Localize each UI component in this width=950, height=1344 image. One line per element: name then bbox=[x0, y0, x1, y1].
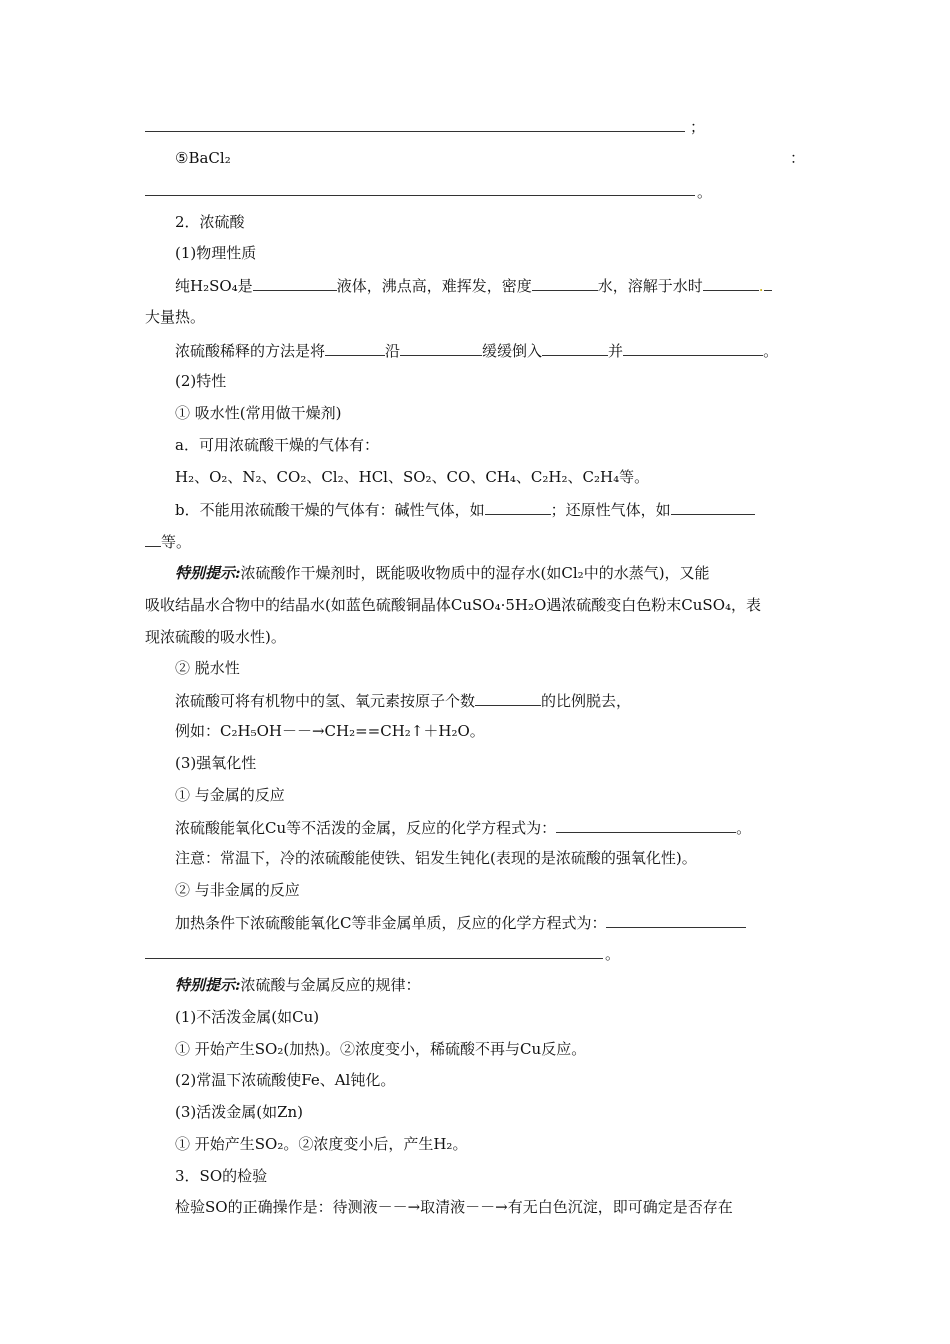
text: 浓硫酸与金属反应的规律： bbox=[240, 976, 421, 994]
item-label: ⑤BaCl₂ bbox=[175, 149, 231, 167]
fill-blank bbox=[400, 340, 482, 356]
fill-blank bbox=[475, 690, 541, 706]
text: 沿 bbox=[385, 342, 401, 360]
fill-blank bbox=[556, 817, 736, 833]
fill-blank bbox=[532, 275, 598, 291]
paragraph-line: 大量热。 bbox=[145, 308, 206, 326]
punctuation: ； bbox=[690, 118, 706, 136]
paragraph-line: ① 开始产生SO₂。②浓度变小后，产生H₂。 bbox=[175, 1135, 468, 1153]
punctuation: ： bbox=[790, 149, 806, 167]
punctuation: 。 bbox=[605, 945, 621, 963]
paragraph-line: H₂、O₂、N₂、CO₂、Cl₂、HCl、SO₂、CO、CH₄、C₂H₂、C₂H₄等。 bbox=[175, 468, 650, 486]
paragraph-line: 现浓硫酸的吸水性)。 bbox=[145, 628, 286, 646]
text: 浓硫酸能氧化Cu等不活泼的金属，反应的化学方程式为： bbox=[175, 819, 557, 837]
paragraph-line: (3)活泼金属(如Zn) bbox=[175, 1103, 304, 1121]
paragraph-line bbox=[175, 340, 778, 361]
fill-blank bbox=[325, 340, 385, 356]
text: 并 bbox=[608, 342, 624, 360]
paragraph-line bbox=[175, 817, 751, 838]
tip-line bbox=[175, 563, 710, 583]
tip-label: 特别提示: bbox=[175, 976, 241, 994]
fill-blank bbox=[542, 340, 608, 356]
paragraph-line: 注意：常温下，冷的浓硫酸能使铁、铝发生钝化(表现的是浓硫酸的强氧化性)。 bbox=[175, 849, 697, 867]
section-heading: 3．SO的检验 bbox=[175, 1167, 268, 1185]
paragraph-line: 吸收结晶水合物中的结晶水(如蓝色硫酸铜晶体CuSO₄·5H₂O遇浓硫酸变白色粉末CuSO₄，表 bbox=[145, 596, 762, 614]
fill-blank bbox=[623, 340, 763, 356]
text: 浓硫酸作干燥剂时，既能吸收物质中的湿存水(如Cl₂中的水蒸气)，又能 bbox=[240, 564, 710, 582]
text: 缓缓倒入 bbox=[482, 342, 543, 360]
section-heading: 2．浓硫酸 bbox=[175, 213, 245, 231]
answer-blank-line bbox=[145, 195, 695, 196]
tip-line bbox=[175, 975, 421, 995]
paragraph-line: 例如：C₂H₅OH－－→CH₂==CH₂↑＋H₂O。 bbox=[175, 722, 485, 740]
point-heading: ① 吸水性(常用做干燥剂) bbox=[175, 404, 342, 422]
text: . bbox=[758, 277, 764, 295]
paragraph-line bbox=[175, 912, 746, 933]
answer-blank-line bbox=[145, 131, 685, 132]
point-heading: ② 脱水性 bbox=[175, 659, 240, 677]
point-heading: ① 与金属的反应 bbox=[175, 786, 285, 804]
subsection-heading: (1)物理性质 bbox=[175, 244, 257, 262]
fill-blank bbox=[145, 531, 161, 547]
fill-blank bbox=[703, 275, 759, 291]
paragraph-line bbox=[145, 531, 191, 552]
paragraph-line bbox=[175, 690, 631, 711]
text: 。 bbox=[763, 342, 779, 360]
text: 加热条件下浓硫酸能氧化C等非金属单质，反应的化学方程式为： bbox=[175, 914, 607, 932]
text: 水，溶解于水时 bbox=[597, 277, 703, 295]
text: 浓硫酸稀释的方法是将 bbox=[175, 342, 326, 360]
paragraph-line: 检验SO的正确操作是：待测液－－→取清液－－→有无白色沉淀，即可确定是否存在 bbox=[175, 1198, 733, 1216]
paragraph-line bbox=[175, 499, 755, 520]
text: b．不能用浓硫酸干燥的气体有：碱性气体，如 bbox=[175, 501, 485, 519]
subsection-heading: (3)强氧化性 bbox=[175, 754, 257, 772]
paragraph-line bbox=[175, 275, 772, 296]
paragraph-line: (2)常温下浓硫酸使Fe、Al钝化。 bbox=[175, 1071, 396, 1089]
paragraph-line: ① 开始产生SO₂(加热)。②浓度变小，稀硫酸不再与Cu反应。 bbox=[175, 1040, 587, 1058]
paragraph-line: (1)不活泼金属(如Cu) bbox=[175, 1008, 320, 1026]
tip-label: 特别提示: bbox=[175, 564, 241, 582]
text: 的比例脱去， bbox=[541, 692, 632, 710]
text: 液体，沸点高，难挥发，密度 bbox=[336, 277, 532, 295]
text: 等。 bbox=[161, 533, 192, 551]
fill-blank bbox=[764, 275, 772, 291]
fill-blank bbox=[606, 912, 746, 928]
text: 浓硫酸可将有机物中的氢、氧元素按原子个数 bbox=[175, 692, 476, 710]
text: 纯H₂SO₄是 bbox=[175, 277, 253, 295]
answer-blank-line bbox=[145, 958, 603, 959]
paragraph-line: a．可用浓硫酸干燥的气体有： bbox=[175, 436, 379, 454]
fill-blank bbox=[671, 499, 755, 515]
fill-blank bbox=[485, 499, 551, 515]
subsection-heading: (2)特性 bbox=[175, 372, 227, 390]
fill-blank bbox=[253, 275, 337, 291]
point-heading: ② 与非金属的反应 bbox=[175, 881, 300, 899]
text: 。 bbox=[736, 819, 752, 837]
text: ；还原性气体，如 bbox=[550, 501, 671, 519]
punctuation: 。 bbox=[697, 183, 713, 201]
